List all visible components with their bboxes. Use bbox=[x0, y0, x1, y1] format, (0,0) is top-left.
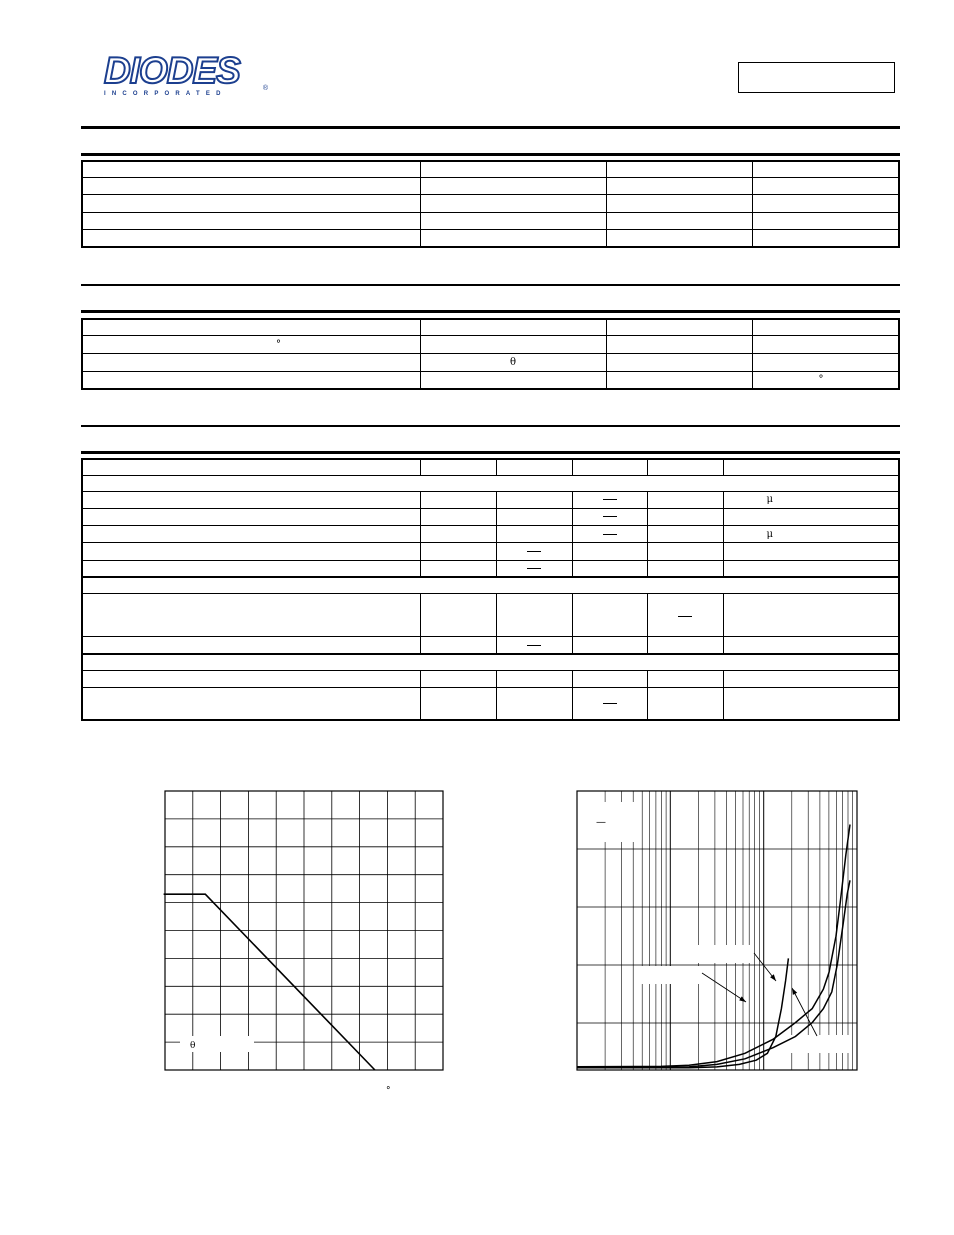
section-rule-top-1 bbox=[81, 126, 900, 129]
derating-chart bbox=[158, 785, 453, 1080]
section-rule-bottom-3 bbox=[81, 451, 900, 454]
degree-symbol: ° bbox=[818, 374, 824, 386]
table-row bbox=[82, 371, 899, 389]
section-rule-bottom-1 bbox=[81, 153, 900, 156]
characteristic-chart bbox=[570, 785, 865, 1080]
theta-symbol: θ bbox=[509, 356, 517, 368]
table-row bbox=[82, 212, 899, 229]
brand-tagline: INCORPORATED bbox=[104, 91, 227, 97]
table-row bbox=[82, 336, 899, 354]
dash-mark bbox=[527, 568, 541, 569]
table-row bbox=[82, 195, 899, 212]
brand-logo bbox=[104, 50, 268, 98]
section-rule-top-2 bbox=[81, 284, 900, 286]
table-row bbox=[82, 560, 899, 577]
dash-mark bbox=[527, 645, 541, 646]
table-row bbox=[82, 161, 899, 177]
table-row bbox=[82, 491, 899, 508]
section-rule-top-3 bbox=[81, 425, 900, 427]
degree-symbol: ° bbox=[386, 1086, 391, 1096]
annotation-arrowhead bbox=[792, 988, 797, 995]
annotation-arrowhead bbox=[739, 996, 746, 1002]
mu-symbol: μ bbox=[766, 528, 773, 540]
dash-mark bbox=[603, 499, 617, 500]
dash-mark bbox=[527, 551, 541, 552]
table-row bbox=[82, 543, 899, 560]
section-header-row bbox=[82, 577, 899, 593]
table-row bbox=[82, 637, 899, 654]
mu-symbol: μ bbox=[766, 494, 773, 506]
table-row bbox=[82, 319, 899, 336]
registered-mark: ® bbox=[262, 85, 268, 92]
ratings-table bbox=[81, 160, 900, 248]
table-row bbox=[82, 353, 899, 371]
dash-mark bbox=[603, 534, 617, 535]
section-header-row bbox=[82, 475, 899, 491]
degree-symbol: ° bbox=[276, 339, 281, 351]
table-row bbox=[82, 526, 899, 543]
table-row bbox=[82, 670, 899, 687]
annotation-box bbox=[696, 945, 754, 963]
annotation-box bbox=[636, 966, 702, 984]
annotation-arrow-line bbox=[702, 973, 746, 1002]
dash-mark bbox=[603, 516, 617, 517]
table-row bbox=[82, 509, 899, 526]
section-rule-bottom-2 bbox=[81, 310, 900, 313]
table-row bbox=[82, 177, 899, 194]
table-row bbox=[82, 459, 899, 475]
electrical-table bbox=[81, 458, 900, 721]
table-row bbox=[82, 593, 899, 637]
section-header-row bbox=[82, 654, 899, 670]
dash-mark bbox=[678, 616, 692, 617]
table-row bbox=[82, 688, 899, 721]
brand-name: DIODES bbox=[104, 50, 240, 91]
legend-dash: — bbox=[596, 817, 606, 828]
table-row bbox=[82, 230, 899, 247]
theta-label: θ bbox=[190, 1041, 196, 1051]
part-number-box bbox=[738, 62, 895, 93]
thermal-table bbox=[81, 318, 900, 390]
dash-mark bbox=[603, 703, 617, 704]
